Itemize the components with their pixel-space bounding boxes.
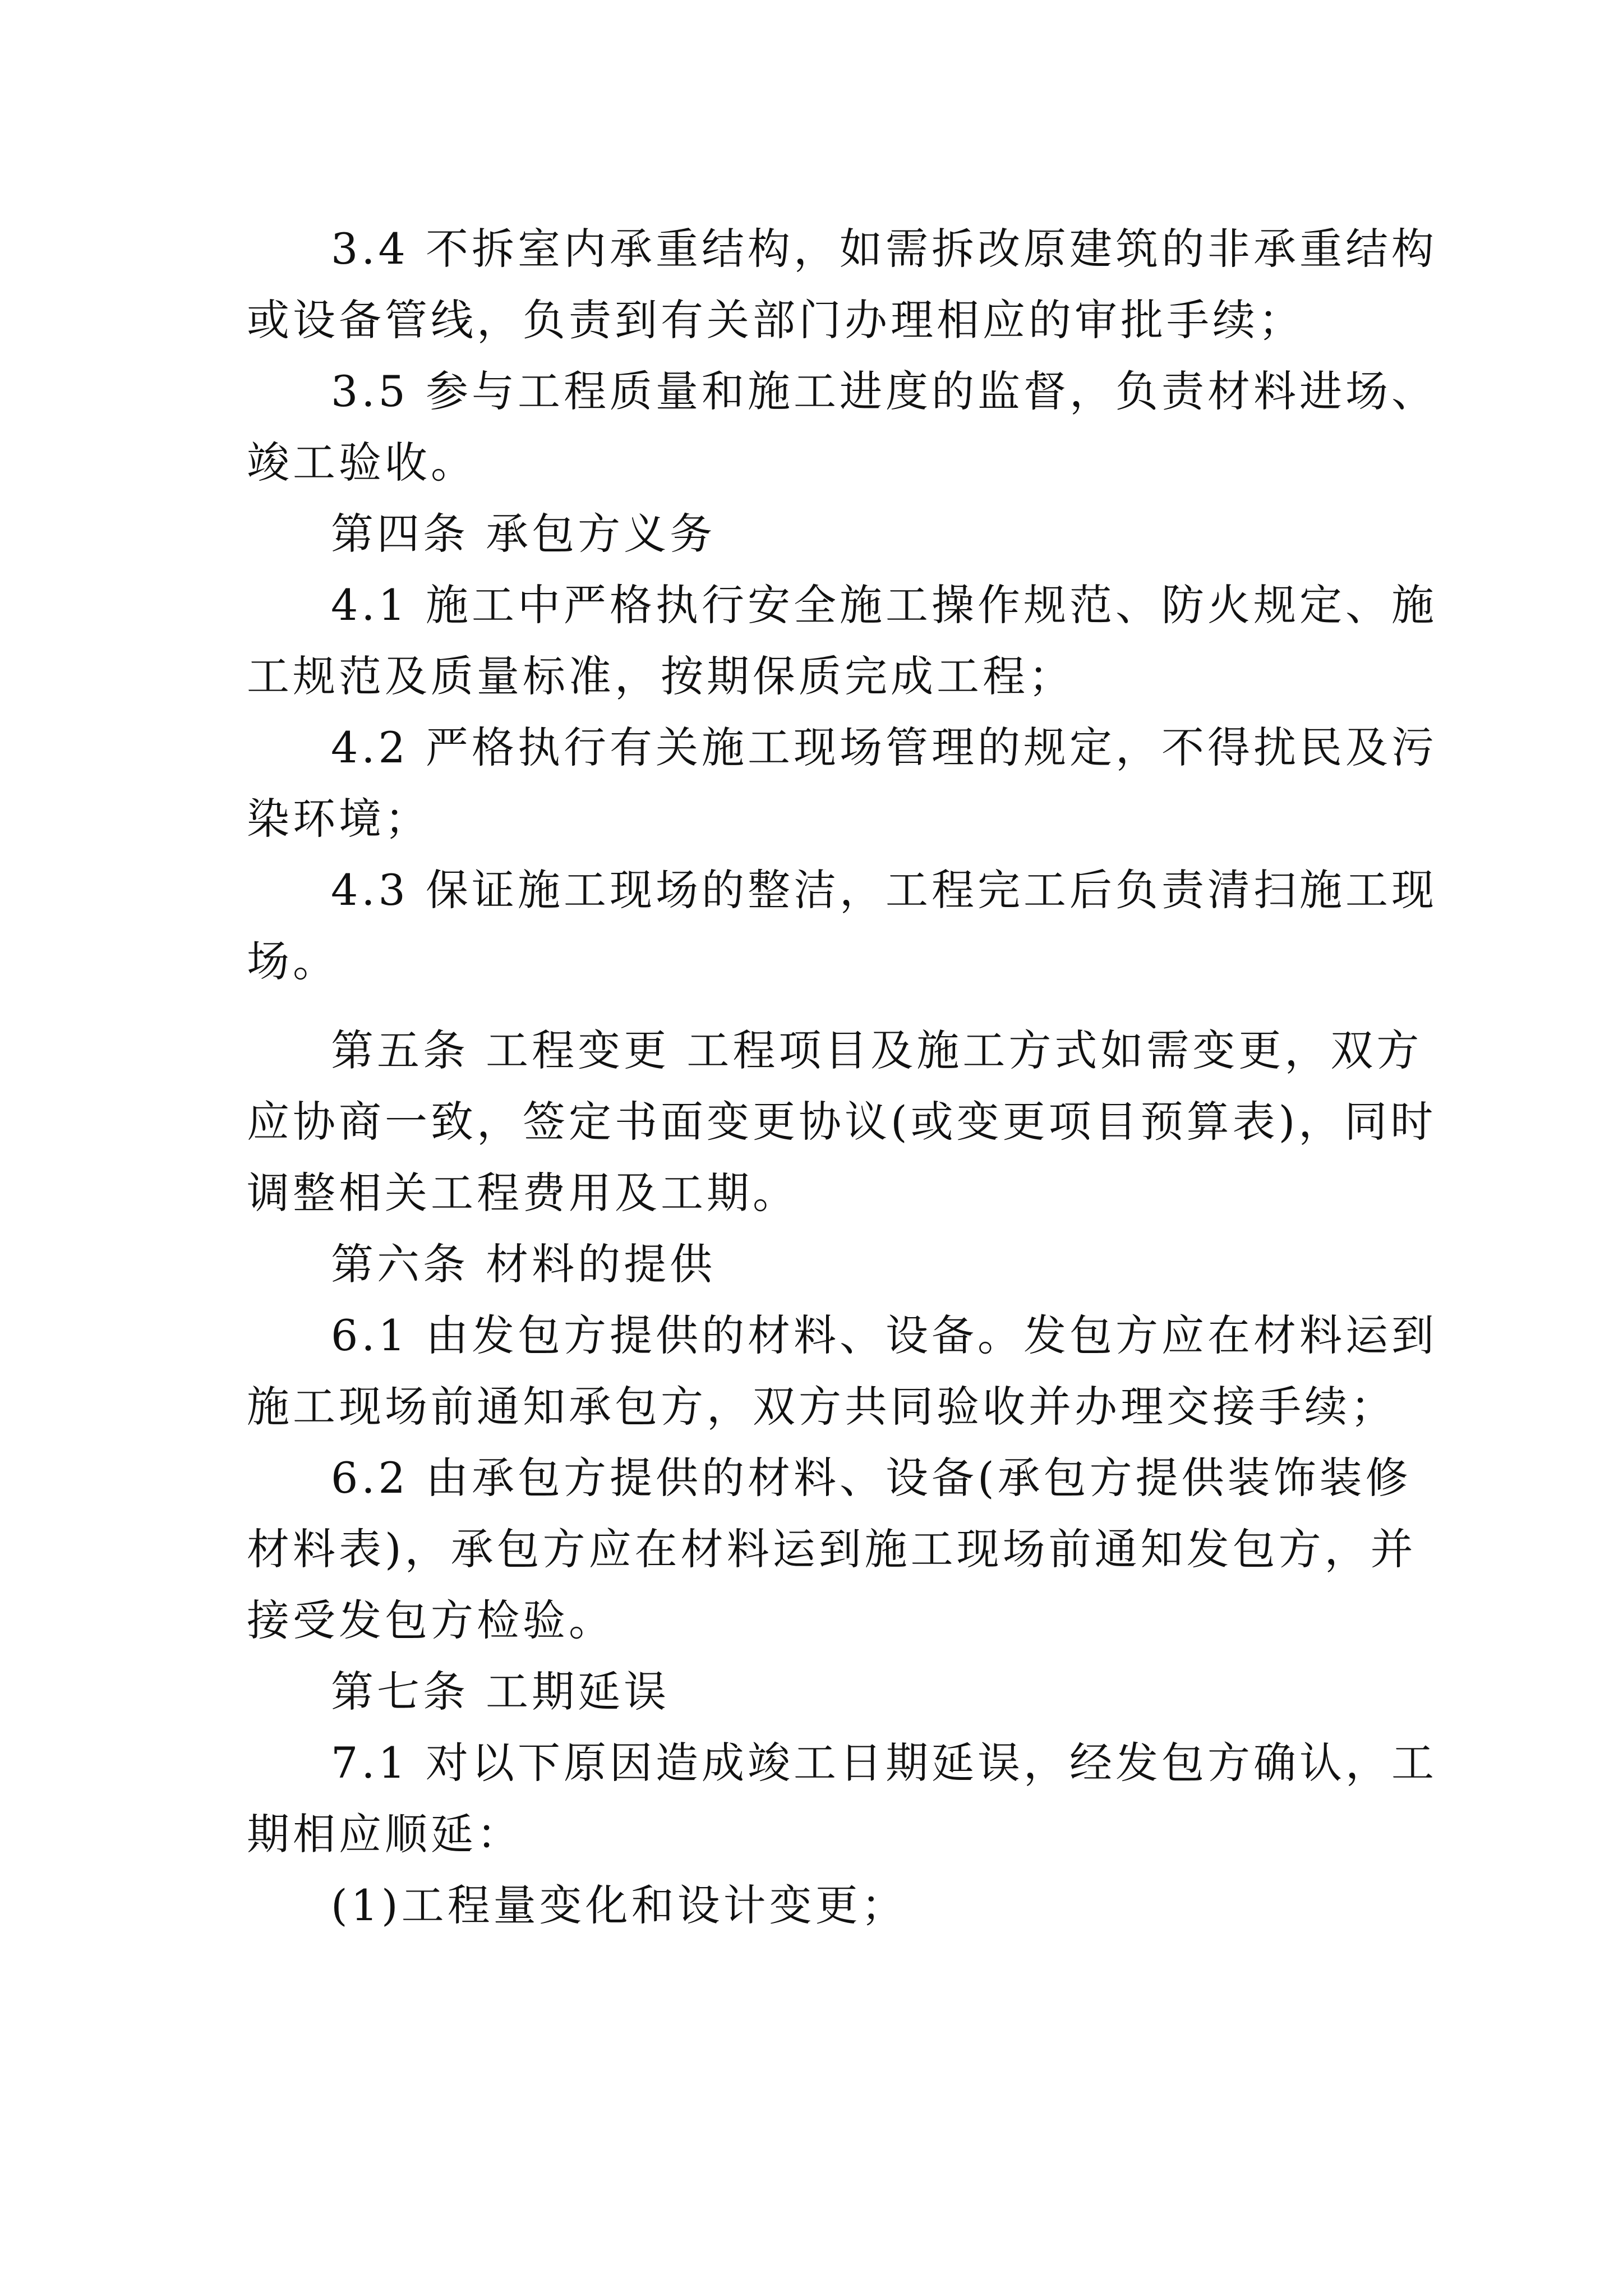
clause-6-2-line-2: 材料表)，承包方应在材料运到施工现场前通知发包方，并 (247, 1524, 1417, 1574)
clause-3-5-line-1: 3.5 参与工程质量和施工进度的监督，负责材料进场、 (331, 366, 1438, 416)
clause-4-3-line-2: 场。 (247, 936, 339, 986)
document-body (247, 213, 1438, 1941)
clause-3-5-line-2: 竣工验收。 (247, 438, 477, 487)
clause-6-2-line-3: 接受发包方检验。 (247, 1595, 615, 1645)
article-5-line-3: 调整相关工程费用及工期。 (247, 1168, 799, 1218)
clause-4-2-line-2: 染环境； (247, 794, 431, 844)
clause-7-1-item-1: (1)工程量变化和设计变更； (331, 1880, 907, 1930)
clause-6-2-line-1: 6.2 由承包方提供的材料、设备(承包方提供装饰装修 (331, 1453, 1412, 1503)
article-4-heading: 第四条 承包方义务 (331, 509, 716, 559)
article-5-line-2: 应协商一致，签定书面变更协议(或变更项目预算表)，同时 (247, 1097, 1437, 1147)
clause-7-1-line-1: 7.1 对以下原因造成竣工日期延误，经发包方确认，工 (331, 1738, 1438, 1788)
clause-3-4-line-2: 或设备管线，负责到有关部门办理相应的审批手续； (247, 295, 1304, 345)
clause-4-1-line-2: 工规范及质量标准，按期保质完成工程； (247, 651, 1075, 701)
clause-6-1-line-2: 施工现场前通知承包方，双方共同验收并办理交接手续； (247, 1382, 1396, 1432)
article-7-heading: 第七条 工期延误 (331, 1667, 670, 1717)
clause-7-1-line-2: 期相应顺延： (247, 1809, 523, 1859)
clause-4-2-line-1: 4.2 严格执行有关施工现场管理的规定，不得扰民及污 (331, 723, 1438, 772)
clause-6-1-line-1: 6.1 由发包方提供的材料、设备。发包方应在材料运到 (331, 1310, 1438, 1360)
clause-3-4-line-1: 3.4 不拆室内承重结构，如需拆改原建筑的非承重结构 (331, 224, 1438, 274)
article-6-heading: 第六条 材料的提供 (331, 1239, 716, 1289)
clause-4-1-line-1: 4.1 施工中严格执行安全施工操作规范、防火规定、施 (331, 580, 1438, 630)
clause-4-3-line-1: 4.3 保证施工现场的整洁，工程完工后负责清扫施工现 (331, 865, 1438, 915)
article-5-line-1: 第五条 工程变更 工程项目及施工方式如需变更，双方 (331, 1025, 1423, 1075)
